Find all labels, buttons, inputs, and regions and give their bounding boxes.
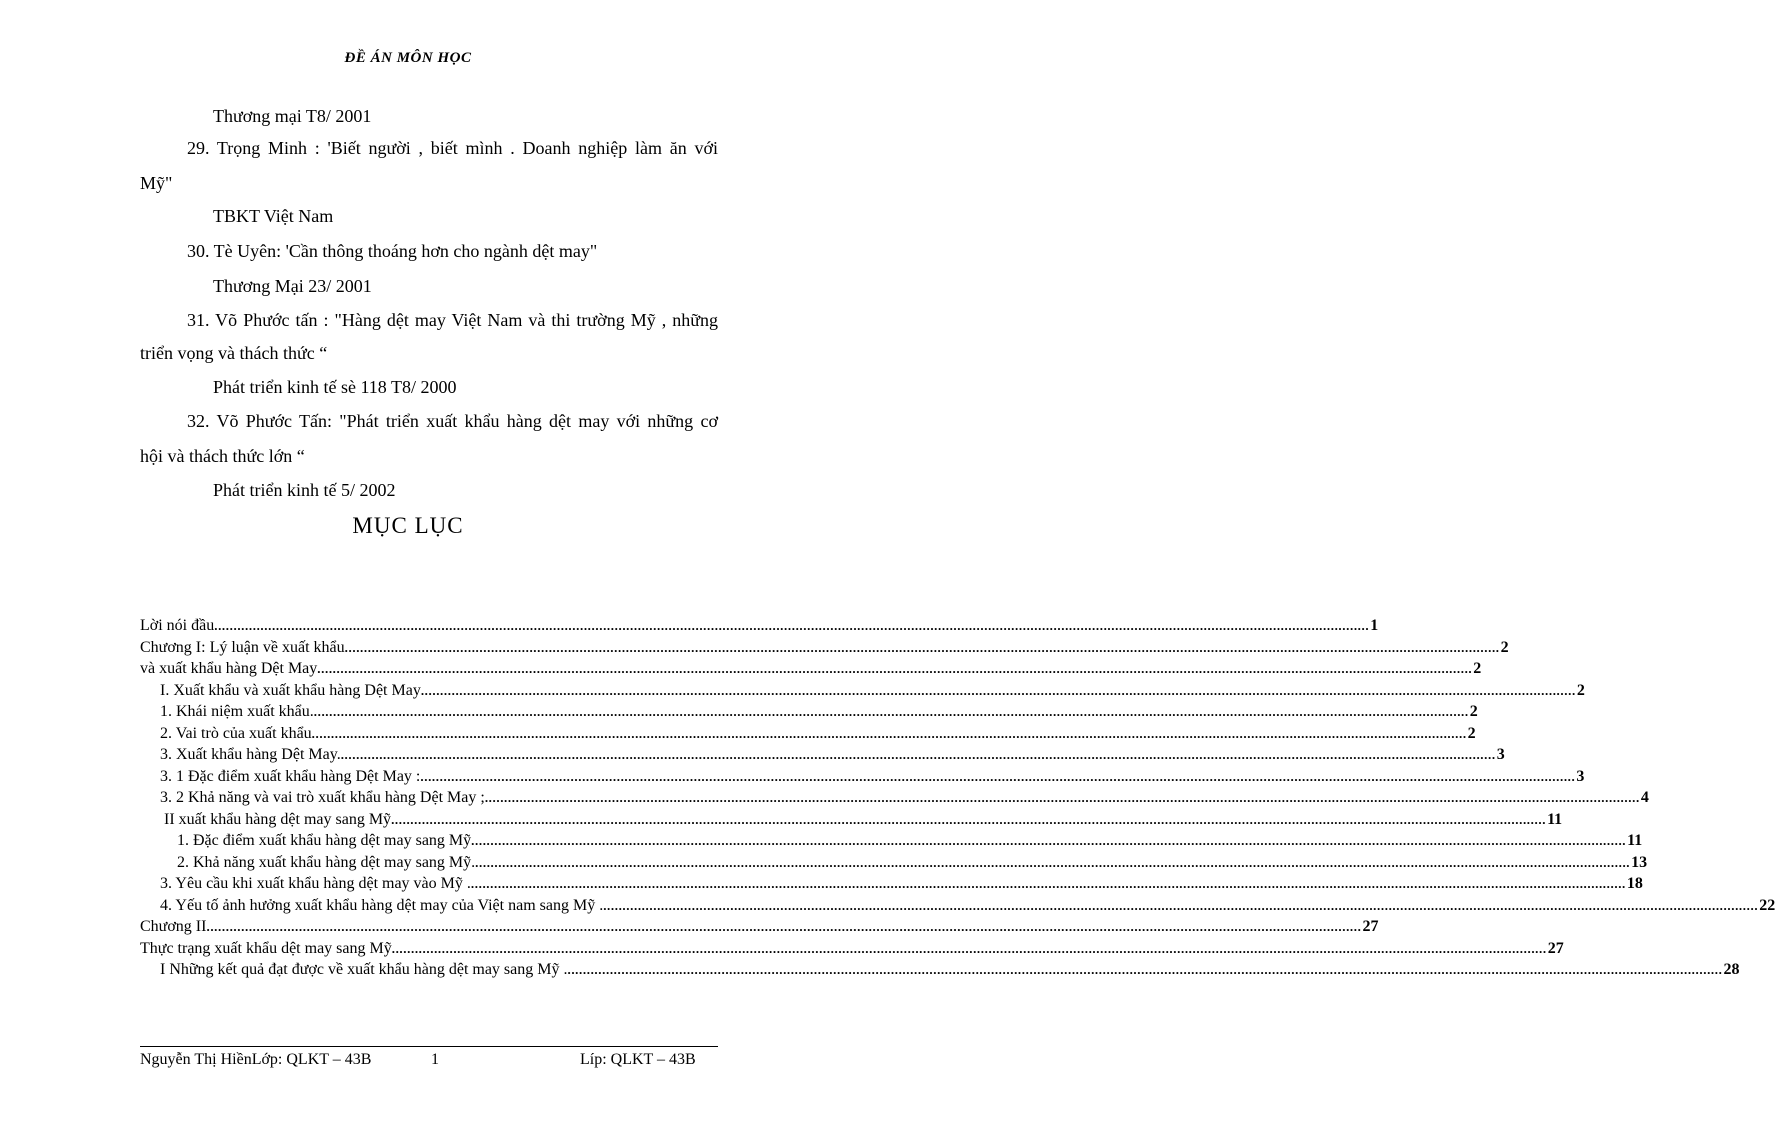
reference-29-first-line: 29. Trọng Minh : 'Biết người , biết mình . Doanh nghiệp làm ăn với bbox=[187, 138, 718, 158]
toc-leader: ............................................................................................................................................................................................................................................................................................................ bbox=[603, 897, 1759, 913]
toc-entry-page: 27 bbox=[1362, 918, 1379, 935]
reference-30-source: Thương Mại 23/ 2001 bbox=[213, 276, 372, 296]
toc-entry bbox=[140, 638, 1509, 661]
toc-entry-page: 3 bbox=[1496, 746, 1505, 763]
footer-class: Líp: QLKT – 43B bbox=[580, 1051, 696, 1068]
toc-entry bbox=[140, 724, 1476, 747]
toc-leader: ............................................................................................................................................................................................................................................................................................................ bbox=[420, 768, 1576, 784]
reference-30: 30. Tè Uyên: 'Cần thông thoáng hơn cho ngành dệt may" bbox=[187, 241, 598, 261]
toc-entry bbox=[140, 939, 1564, 962]
reference-32-continuation: hội và thách thức lớn “ bbox=[140, 446, 305, 466]
toc-leader: ............................................................................................................................................................................................................................................................................................................ bbox=[344, 639, 1500, 655]
reference-28-source: Thương mại T8/ 2001 bbox=[213, 106, 372, 126]
toc-leader: ............................................................................................................................................................................................................................................................................................................ bbox=[313, 704, 1469, 719]
toc-entry-page: 2 bbox=[1576, 681, 1585, 699]
toc-leader: ............................................................................................................................................................................................................................................................................................................ bbox=[470, 876, 1626, 891]
table-of-contents bbox=[140, 617, 1775, 983]
toc-entry-page: 3 bbox=[1576, 767, 1585, 785]
toc-leader: ............................................................................................................................................................................................................................................................................................................ bbox=[206, 919, 1362, 934]
toc-entry bbox=[140, 853, 1648, 876]
toc-entry-page: 11 bbox=[1627, 832, 1643, 849]
footer-author: Nguyễn Thị HiềnLớp: QLKT – 43B bbox=[140, 1051, 372, 1068]
toc-entry-page: 28 bbox=[1723, 961, 1740, 978]
toc-leader: ............................................................................................................................................................................................................................................................................................................ bbox=[475, 854, 1631, 870]
toc-entry-label: Lời nói đầu bbox=[140, 617, 215, 634]
reference-29 bbox=[140, 138, 718, 164]
toc-entry-label: 3. 1 Đặc điểm xuất khẩu hàng Dệt May : bbox=[160, 767, 421, 785]
toc-leader: ............................................................................................................................................................................................................................................................................................................ bbox=[214, 618, 1370, 633]
toc-entry bbox=[140, 810, 1563, 833]
toc-entry-label: 1. Đặc điểm xuất khẩu hàng dệt may sang Mỹ bbox=[177, 832, 472, 849]
toc-entry-label: Chương I: Lý luận về xuất khẩu bbox=[140, 638, 345, 656]
reference-31-continuation: triển vọng và thách thức “ bbox=[140, 343, 328, 363]
document-header: ĐỀ ÁN MÔN HỌC bbox=[344, 50, 472, 66]
reference-32-first-line: 32. Võ Phước Tấn: "Phát triển xuất khẩu hàng dệt may với những cơ bbox=[187, 411, 718, 431]
toc-entry-page: 2 bbox=[1467, 724, 1476, 742]
toc-entry-label: 3. Yêu cầu khi xuất khẩu hàng dệt may vào Mỹ . bbox=[160, 875, 471, 892]
toc-entry-page: 1 bbox=[1370, 617, 1379, 634]
toc-entry bbox=[140, 767, 1585, 790]
toc-leader: ............................................................................................................................................................................................................................................................................................................ bbox=[484, 790, 1640, 805]
toc-entry-page: 22 bbox=[1759, 896, 1775, 914]
toc-leader: ............................................................................................................................................................................................................................................................................................................ bbox=[391, 940, 1547, 956]
toc-leader: ............................................................................................................................................................................................................................................................................................................ bbox=[311, 725, 1467, 741]
toc-entry bbox=[140, 746, 1505, 768]
toc-entry-label: I. Xuất khẩu và xuất khẩu hàng Dệt May bbox=[160, 681, 421, 699]
toc-leader: ............................................................................................................................................................................................................................................................................................................ bbox=[471, 833, 1627, 848]
reference-32-source: Phát triển kinh tế 5/ 2002 bbox=[213, 480, 396, 500]
toc-leader: ............................................................................................................................................................................................................................................................................................................ bbox=[567, 962, 1723, 977]
toc-entry bbox=[140, 875, 1643, 897]
toc-entry-page: 4 bbox=[1640, 789, 1649, 806]
toc-entry-label: Chương II bbox=[140, 918, 207, 935]
toc-entry bbox=[140, 660, 1482, 682]
toc-entry-page: 13 bbox=[1631, 853, 1648, 871]
toc-entry bbox=[140, 918, 1379, 940]
toc-entry-label: 2. Khả năng xuất khẩu hàng dệt may sang Mỹ. bbox=[177, 853, 476, 871]
toc-entry-page: 18 bbox=[1626, 875, 1643, 892]
toc-entry-page: 11 bbox=[1547, 810, 1563, 828]
toc-entry bbox=[140, 832, 1643, 854]
toc-title: MỤC LỤC bbox=[352, 513, 464, 538]
toc-leader: ............................................................................................................................................................................................................................................................................................................ bbox=[420, 682, 1576, 698]
toc-entry-page: 2 bbox=[1469, 703, 1478, 720]
toc-entry bbox=[140, 789, 1649, 811]
toc-entry bbox=[140, 703, 1478, 725]
reference-31-first-line: 31. Võ Phước tấn : "Hàng dệt may Việt Nam và thi trường Mỹ , những bbox=[187, 310, 718, 330]
toc-entry-label: 3. Xuất khẩu hàng Dệt May. bbox=[160, 746, 341, 763]
toc-entry-label: và xuất khẩu hàng Dệt May bbox=[140, 660, 318, 677]
toc-leader: ............................................................................................................................................................................................................................................................................................................ bbox=[340, 747, 1496, 762]
toc-entry-page: 2 bbox=[1473, 660, 1482, 677]
reference-29-source: TBKT Việt Nam bbox=[213, 206, 334, 226]
footer-divider bbox=[140, 1046, 718, 1047]
toc-entry-label: 4. Yếu tố ảnh hưởng xuất khẩu hàng dệt may của Việt nam sang Mỹ . bbox=[160, 896, 604, 914]
toc-entry-label: 1. Khái niệm xuất khẩu. bbox=[160, 703, 314, 720]
reference-32 bbox=[140, 411, 718, 437]
reference-29-continuation: Mỹ" bbox=[140, 173, 173, 193]
toc-entry-label: 2. Vai trò của xuất khẩu bbox=[160, 724, 312, 742]
toc-leader: ............................................................................................................................................................................................................................................................................................................ bbox=[391, 811, 1547, 827]
toc-entry-page: 2 bbox=[1500, 638, 1509, 656]
toc-entry bbox=[140, 961, 1740, 983]
toc-entry bbox=[140, 617, 1379, 639]
toc-leader: ............................................................................................................................................................................................................................................................................................................ bbox=[317, 661, 1473, 676]
toc-entry bbox=[140, 681, 1585, 704]
toc-entry-label: I Những kết quả đạt được về xuất khẩu hàng dệt may sang Mỹ . bbox=[160, 961, 568, 978]
toc-entry bbox=[140, 896, 1775, 919]
toc-entry-page: 27 bbox=[1547, 939, 1564, 957]
reference-31 bbox=[140, 310, 718, 336]
footer-page-number: 1 bbox=[431, 1051, 439, 1068]
reference-31-source: Phát triển kinh tế sè 118 T8/ 2000 bbox=[213, 377, 457, 397]
toc-entry-label: 3. 2 Khả năng và vai trò xuất khẩu hàng Dệt May ; bbox=[160, 789, 485, 806]
toc-entry-label: II xuất khẩu hàng dệt may sang Mỹ bbox=[164, 810, 392, 828]
toc-entry-label: Thực trạng xuất khẩu dệt may sang Mỹ bbox=[140, 939, 392, 957]
